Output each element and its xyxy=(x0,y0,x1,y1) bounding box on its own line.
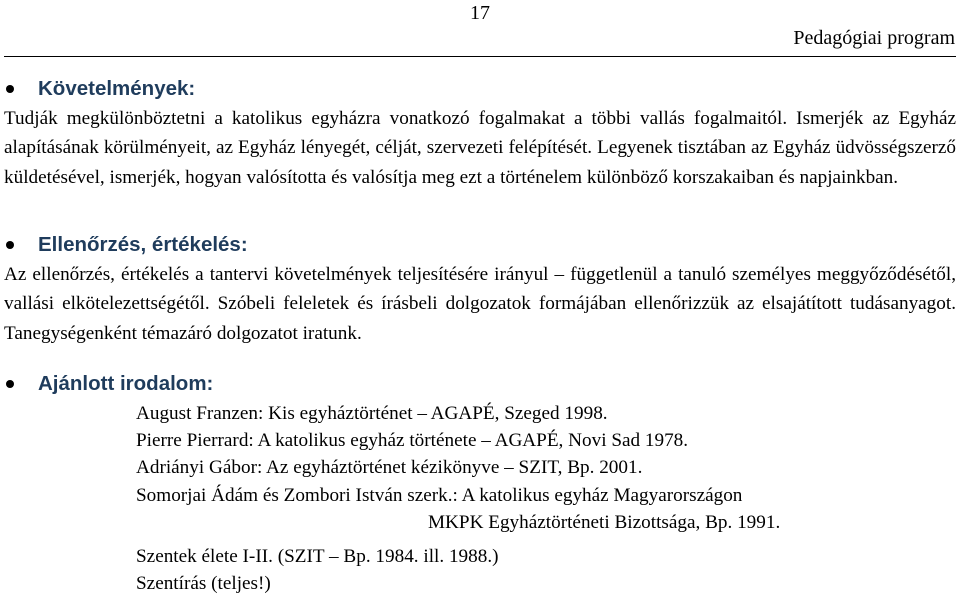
section-title: Követelmények: xyxy=(38,77,196,100)
section-heading xyxy=(4,369,956,399)
section-heading xyxy=(4,74,956,104)
reference-item: Szentek élete I-II. (SZIT – Bp. 1984. ill. 1988.) xyxy=(136,545,499,567)
section-title: Ellenőrzés, értékelés: xyxy=(38,233,248,256)
page-number: 17 xyxy=(470,2,490,24)
bullet-icon xyxy=(6,380,14,388)
section-heading xyxy=(4,230,956,260)
section-literature xyxy=(4,369,956,399)
reference-item: August Franzen: Kis egyháztörténet – AGAPÉ, Szeged 1998. xyxy=(136,403,608,424)
reference-item: Somorjai Ádám és Zombori István szerk.: A katolikus egyház Magyarországon xyxy=(136,484,743,506)
section-paragraph: Tudják megkülönböztetni a katolikus egyházra vonatkozó fogalmakat a többi vallás fogalmaitól. Ismerjék az Egyház alapításának körülményeit, az Egyház lényegét, célját, szervezeti felépítését. Legyenek tisztában az Egyház üdvösségszerző küldetésével, ismerjék, hogyan valósította és valósítja meg ezt a történelem különböző korszakaiban és napjainkban. xyxy=(4,108,956,188)
reference-list xyxy=(136,400,936,597)
section-assessment xyxy=(4,230,956,348)
bullet-icon xyxy=(6,241,14,249)
reference-item-continuation: MKPK Egyháztörténeti Bizottsága, Bp. 1991. xyxy=(428,511,781,533)
section-requirements xyxy=(4,74,956,192)
header-divider xyxy=(4,56,956,57)
reference-item: Adriányi Gábor: Az egyháztörténet kézikönyve – SZIT, Bp. 2001. xyxy=(136,457,643,479)
reference-item: Szentírás (teljes!) xyxy=(136,573,271,595)
header-title: Pedagógiai program xyxy=(793,27,955,49)
section-paragraph: Az ellenőrzés, értékelés a tantervi követelmények teljesítésére irányul – függetlenül a tanuló személyes meggyőződésétől, vallási elkötelezettségétől. Szóbeli feleletek és írásbeli dolgozatok formájában ellenőrizzük az elsajátított tudásanyagot. Tanegységenként témazáró dolgozatot iratunk. xyxy=(4,264,956,344)
bullet-icon xyxy=(6,85,14,93)
reference-item: Pierre Pierrard: A katolikus egyház története – AGAPÉ, Novi Sad 1978. xyxy=(136,430,689,452)
section-title: Ajánlott irodalom: xyxy=(38,372,214,395)
